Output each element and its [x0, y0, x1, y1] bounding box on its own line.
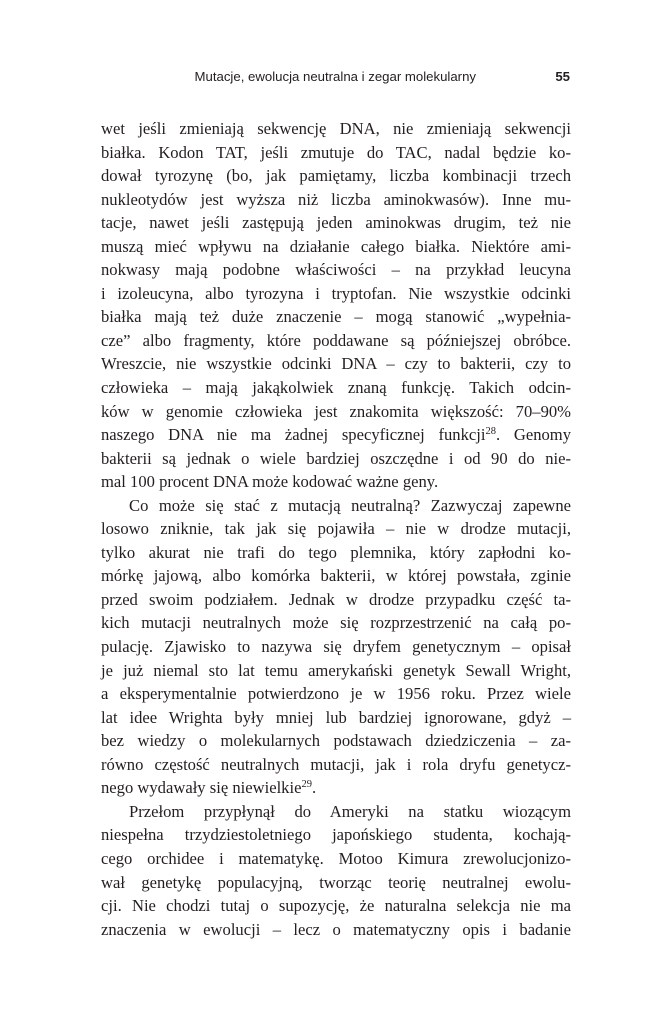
running-title: Mutacje, ewolucja neutralna i zegar molekularny	[194, 69, 476, 84]
line-text: białka. Kodon TAT, jeśli zmutuje do TAC, nadal będzie ko-	[101, 142, 571, 162]
line-text: bez wiedzy o molekularnych podstawach dziedziczenia – za-	[101, 731, 571, 751]
text-line	[101, 188, 571, 212]
paragraph	[101, 800, 571, 941]
line-text: równo częstość neutralnych mutacji, jak i rola dryfu genetycz-	[101, 754, 571, 774]
page-number: 55	[555, 69, 570, 84]
text-line	[101, 141, 571, 165]
line-text: bakterii są jednak o wiele bardziej oszczędne i od 90 do nie-	[101, 448, 571, 468]
line-text: nego wydawały się niewielkie	[101, 778, 302, 798]
text-line	[101, 164, 571, 188]
text-line	[101, 682, 571, 706]
text-line	[101, 494, 571, 518]
line-text: Co może się stać z mutacją neutralną? Zazwyczaj zapewne	[129, 495, 571, 515]
line-text: cego orchidee i matematykę. Motoo Kimura zrewolucjonizo-	[101, 848, 571, 868]
line-text: dował tyrozynę (bo, jak pamiętamy, liczba kombinacji trzech	[101, 166, 571, 186]
text-line	[101, 423, 571, 447]
text-line	[101, 871, 571, 895]
line-text: człowieka – mają jakąkolwiek znaną funkcję. Takich odcin-	[101, 378, 571, 398]
paragraph	[101, 117, 571, 494]
text-line	[101, 800, 571, 824]
line-text: białka mają też duże znaczenie – mogą stanowić „wypełnia-	[101, 307, 571, 327]
paragraph	[101, 494, 571, 800]
line-text: losowo zniknie, tak jak się pojawiła – nie w drodze mutacji,	[101, 519, 571, 539]
text-line	[101, 847, 571, 871]
text-line	[101, 823, 571, 847]
line-text: cji. Nie chodzi tutaj o supozycję, że naturalna selekcja nie ma	[101, 896, 571, 916]
text-line	[101, 517, 571, 541]
line-text-continuation: .	[311, 778, 317, 798]
footnote-reference: 28	[485, 426, 496, 438]
line-text: a eksperymentalnie potwierdzono je w 1956 roku. Przez wiele	[101, 684, 571, 704]
text-line	[101, 258, 571, 282]
text-line	[101, 282, 571, 306]
line-text: Wreszcie, nie wszystkie odcinki DNA – czy to bakterii, czy to	[101, 354, 571, 374]
running-head	[90, 69, 570, 89]
body-text	[101, 117, 571, 941]
text-line	[101, 211, 571, 235]
line-text: niespełna trzydziestoletniego japońskiego studenta, kochają-	[101, 825, 571, 845]
text-line	[101, 635, 571, 659]
text-line	[101, 329, 571, 353]
text-line	[101, 564, 571, 588]
text-line	[101, 117, 571, 141]
text-line	[101, 611, 571, 635]
line-text: lat idee Wrighta były mniej lub bardziej ignorowane, gdyż –	[101, 707, 571, 727]
text-line	[101, 447, 571, 471]
line-text: mal 100 procent DNA może kodować ważne geny.	[101, 472, 439, 492]
line-text: tacje, nawet jeśli zastępują jeden aminokwas drugim, też nie	[101, 213, 571, 233]
line-text: nukleotydów jest wyższa niż liczba aminokwasów). Inne mu-	[101, 189, 571, 209]
text-line	[101, 706, 571, 730]
line-text: mórkę jajową, albo komórka bakterii, w której powstała, zginie	[101, 566, 571, 586]
line-text: muszą mieć wpływu na działanie całego białka. Niektóre ami-	[101, 236, 571, 256]
footnote-reference: 29	[301, 779, 312, 791]
line-text: wet jeśli zmieniają sekwencję DNA, nie zmieniają sekwencji	[101, 119, 571, 138]
text-line	[101, 659, 571, 683]
line-text: pulację. Zjawisko to nazywa się dryfem genetycznym – opisał	[101, 637, 571, 657]
paragraphs	[101, 117, 571, 941]
line-text: Przełom przypłynął do Ameryki na statku wiozącym	[129, 801, 571, 821]
line-text: naszego DNA nie ma żadnej specyficznej funkcji	[101, 425, 486, 445]
line-text: nokwasy mają podobne właściwości – na przykład leucyna	[101, 260, 571, 280]
line-text-continuation: . Genomy	[495, 425, 571, 445]
text-line	[101, 729, 571, 753]
line-text: i izoleucyna, albo tyrozyna i tryptofan. Nie wszystkie odcinki	[101, 283, 571, 303]
text-line	[101, 235, 571, 259]
text-line	[101, 352, 571, 376]
text-line	[101, 376, 571, 400]
line-text: je już niemal sto lat temu amerykański genetyk Sewall Wright,	[101, 660, 571, 680]
line-text: wał genetykę populacyjną, tworząc teorię neutralnej ewolu-	[101, 872, 571, 892]
text-line	[101, 894, 571, 918]
line-text: cze” albo fragmenty, które poddawane są późniejszej obróbce.	[101, 330, 571, 350]
text-line	[101, 305, 571, 329]
text-line	[101, 470, 571, 494]
line-text: ków w genomie człowieka jest znakomita większość: 70–90%	[101, 401, 571, 421]
line-text: tylko akurat nie trafi do tego plemnika, który zapłodni ko-	[101, 542, 571, 562]
text-line	[101, 588, 571, 612]
line-text: przed swoim podziałem. Jednak w drodze przypadku część ta-	[101, 589, 571, 609]
line-text: znaczenia w ewolucji – lecz o matematyczny opis i badanie	[101, 919, 571, 939]
text-line	[101, 753, 571, 777]
text-line	[101, 400, 571, 424]
line-text: kich mutacji neutralnych może się rozprzestrzenić na całą po-	[101, 613, 571, 633]
text-line	[101, 541, 571, 565]
text-line	[101, 918, 571, 942]
text-line	[101, 776, 571, 800]
